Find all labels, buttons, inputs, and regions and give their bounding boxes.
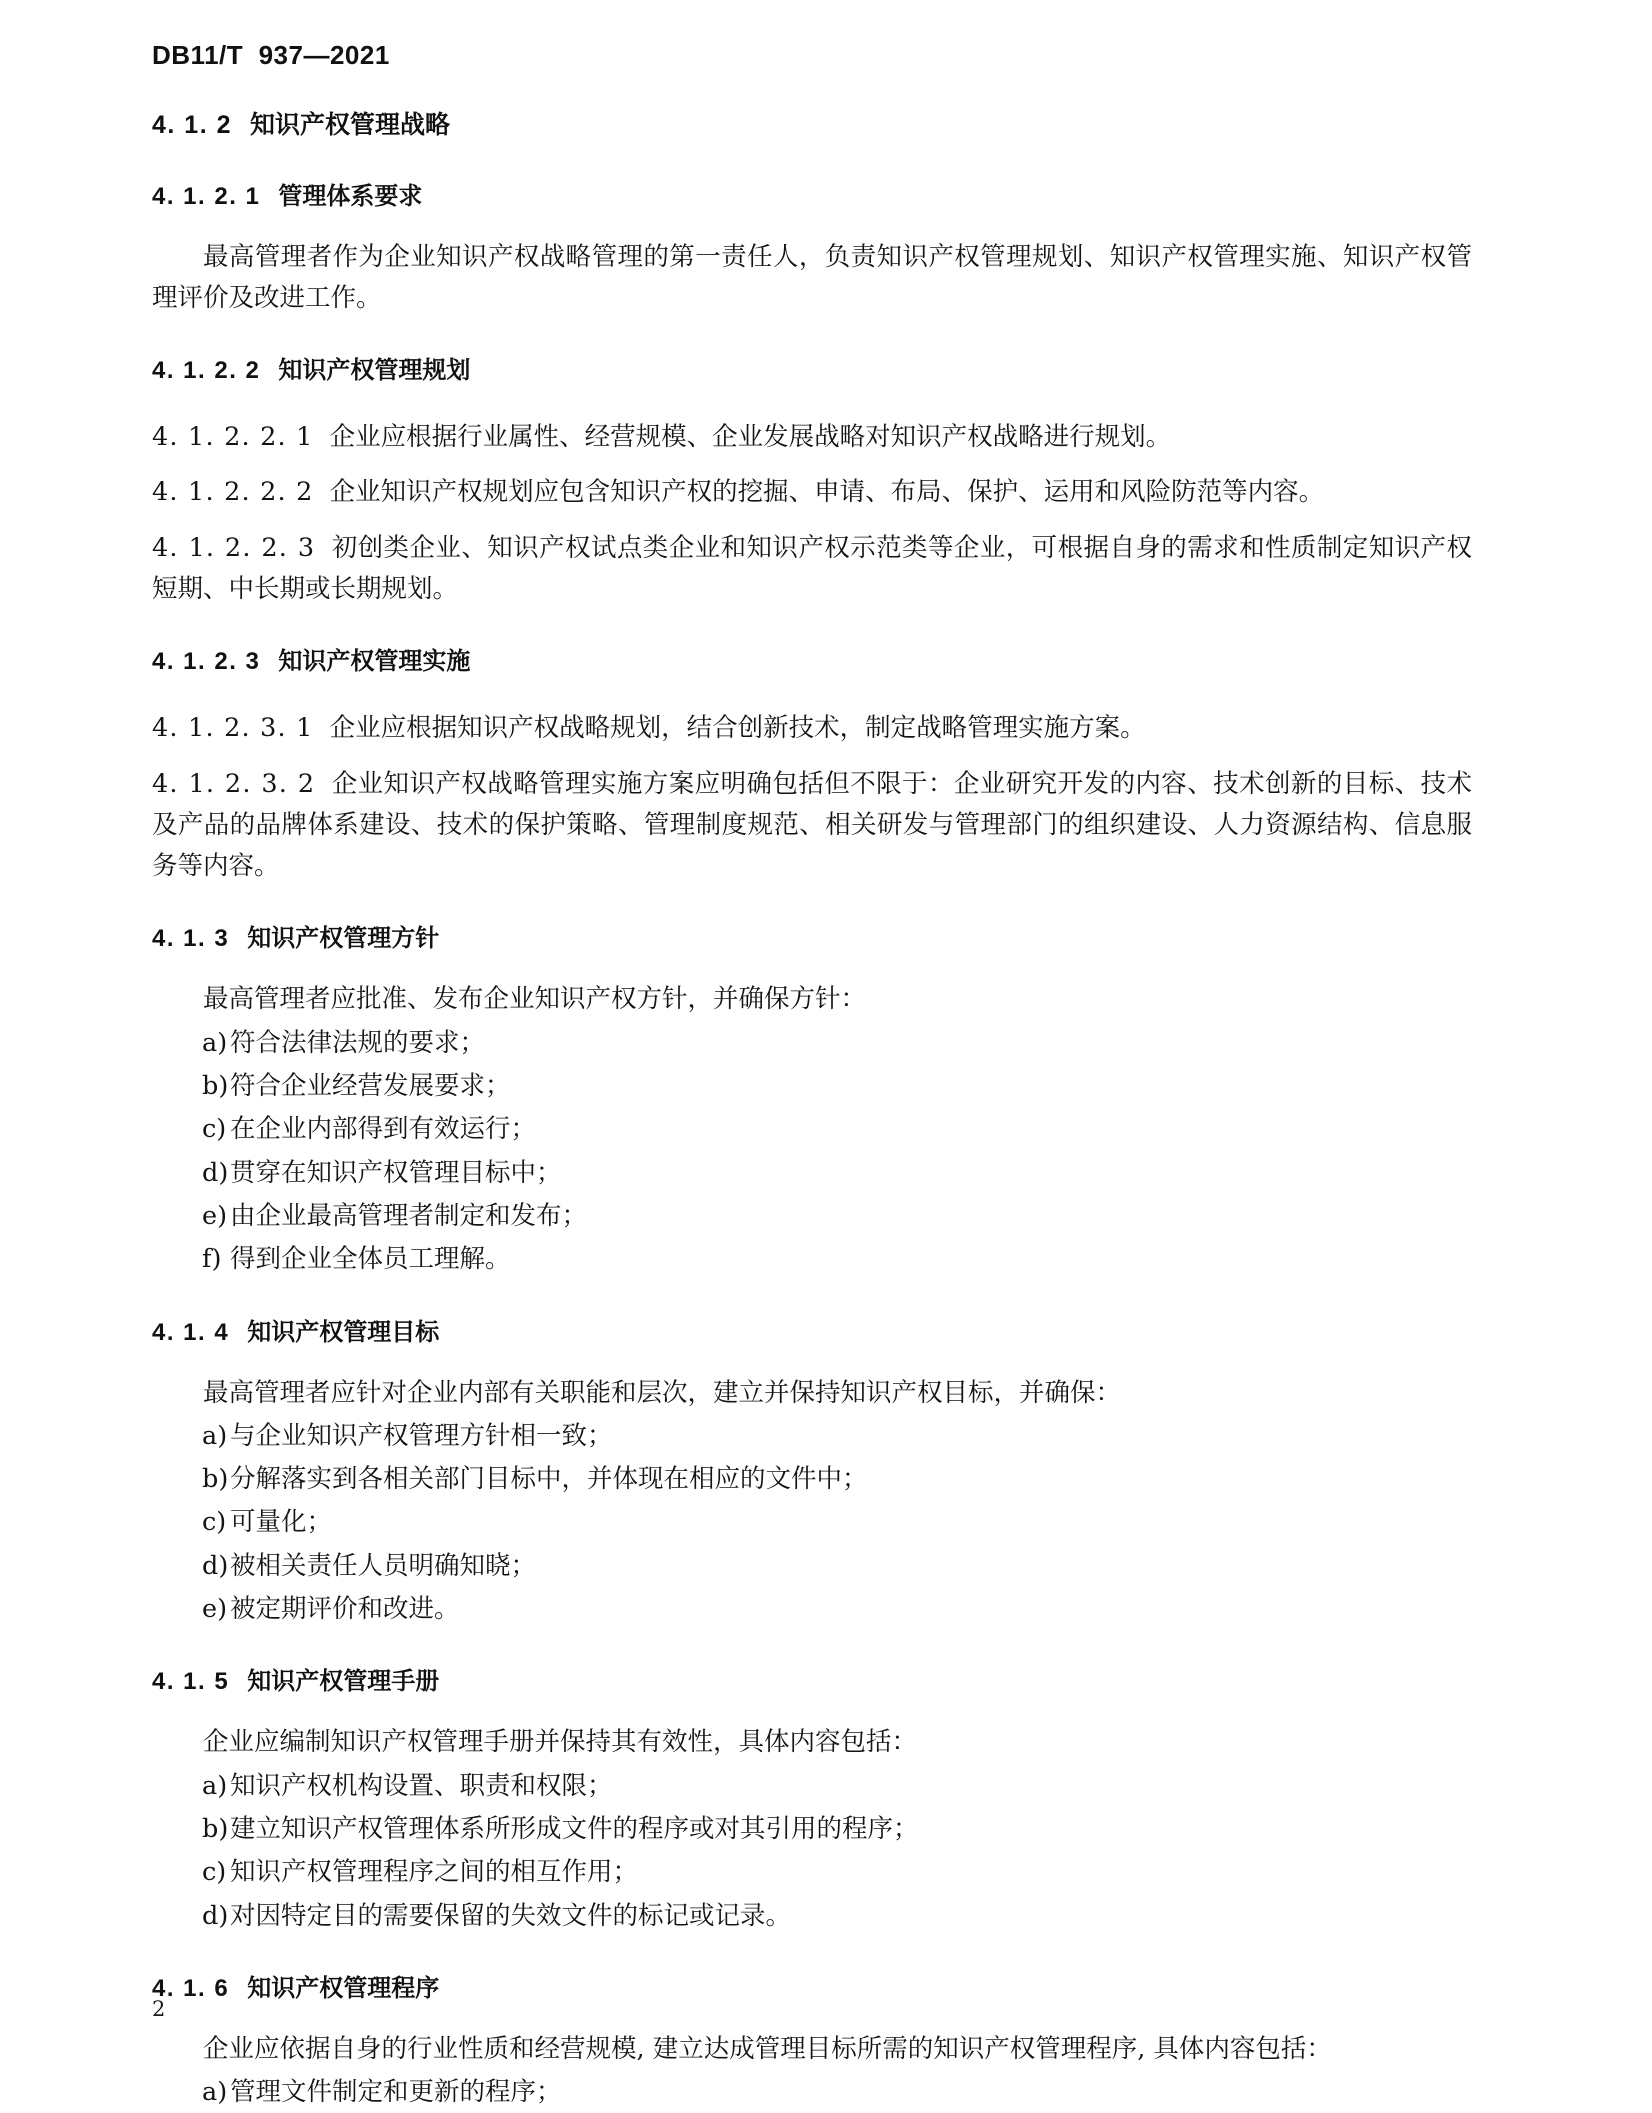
- heading-title: 知识产权管理目标: [247, 1318, 440, 1346]
- clause-4-1-2-3-2: [152, 764, 1472, 888]
- list-item: [152, 1023, 1472, 1064]
- running-header: DB11/T 937—2021: [152, 40, 390, 70]
- list-item-text: 符合法律法规的要求；: [230, 1027, 486, 1058]
- intro-4-1-6: 企业应依据自身的行业性质和经营规模, 建立达成管理目标所需的知识产权管理程序, 具体内容包括：: [203, 2033, 1332, 2064]
- intro-4-1-4: 最高管理者应针对企业内部有关职能和层次，建立并保持知识产权目标，并确保：: [203, 1377, 1122, 1408]
- list-item-text: 对因特定目的需要保留的失效文件的标记或记录。: [230, 1900, 792, 1931]
- list-4-1-6: [152, 2072, 1472, 2113]
- heading-4-1-5: [152, 1664, 1472, 1700]
- list-4-1-3: [152, 1023, 1472, 1281]
- list-marker: f): [202, 1244, 222, 1275]
- heading-title: 知识产权管理方针: [247, 925, 440, 953]
- heading-title: 知识产权管理程序: [247, 1974, 440, 2002]
- list-item: [152, 1109, 1472, 1150]
- list-item: [152, 2072, 1472, 2113]
- list-item: [152, 1809, 1472, 1850]
- list-marker: e): [202, 1594, 228, 1625]
- page-number: 2: [152, 1997, 166, 2021]
- list-marker: c): [202, 1507, 227, 1538]
- paragraph-4-1-2-1: 最高管理者作为企业知识产权战略管理的第一责任人，负责知识产权管理规划、知识产权管理实施、知识产权管理评价及改进工作。: [152, 241, 1472, 313]
- list-item: [152, 1589, 1472, 1630]
- clause-number: 4. 1. 2. 3. 1: [152, 713, 314, 744]
- heading-4-1-2-2: [152, 353, 1472, 389]
- list-item: [152, 1196, 1472, 1237]
- list-marker: d): [202, 1900, 229, 1931]
- page-content: [152, 0, 1472, 2113]
- clause-text: 企业应根据知识产权战略规划，结合创新技术，制定战略管理实施方案。: [329, 713, 1146, 744]
- list-item: [152, 1852, 1472, 1893]
- list-item-text: 得到企业全体员工理解。: [230, 1244, 511, 1275]
- list-item-text: 符合企业经营发展要求；: [230, 1071, 511, 1102]
- list-marker: c): [202, 1857, 227, 1888]
- list-item-text: 分解落实到各相关部门目标中，并体现在相应的文件中；: [230, 1464, 868, 1495]
- heading-4-1-4: [152, 1315, 1472, 1351]
- intro-4-1-3: 最高管理者应批准、发布企业知识产权方针，并确保方针：: [203, 984, 867, 1015]
- heading-title: 知识产权管理手册: [247, 1668, 440, 1696]
- heading-title: 知识产权管理战略: [250, 111, 451, 139]
- list-item-text: 在企业内部得到有效运行；: [230, 1114, 537, 1145]
- clause-4-1-2-2-1: [152, 417, 1472, 458]
- clause-text: 企业知识产权规划应包含知识产权的挖掘、申请、布局、保护、运用和风险防范等内容。: [329, 477, 1325, 508]
- clause-4-1-2-2-2: [152, 472, 1472, 513]
- list-item: [152, 1416, 1472, 1457]
- list-item-text: 由企业最高管理者制定和发布；: [230, 1200, 588, 1231]
- list-marker: d): [202, 1550, 229, 1581]
- heading-number: 4. 1. 2. 1: [152, 182, 261, 210]
- clause-4-1-2-3-1: [152, 708, 1472, 749]
- list-4-1-5: [152, 1766, 1472, 1937]
- list-item-text: 被定期评价和改进。: [230, 1594, 460, 1625]
- list-item: [152, 1896, 1472, 1937]
- list-marker: b): [202, 1464, 229, 1495]
- list-marker: a): [202, 1770, 228, 1801]
- list-item: [152, 1502, 1472, 1543]
- heading-4-1-3: [152, 921, 1472, 957]
- list-item: [152, 1546, 1472, 1587]
- list-item: [152, 1239, 1472, 1280]
- list-item-text: 建立知识产权管理体系所形成文件的程序或对其引用的程序；: [230, 1813, 919, 1844]
- list-marker: b): [202, 1813, 229, 1844]
- list-marker: a): [202, 1420, 228, 1451]
- list-marker: a): [202, 1027, 228, 1058]
- clause-number: 4. 1. 2. 2. 2: [152, 477, 314, 508]
- list-item-text: 知识产权机构设置、职责和权限；: [230, 1770, 613, 1801]
- list-marker: d): [202, 1157, 229, 1188]
- heading-number: 4. 1. 2: [152, 111, 232, 139]
- clause-number: 4. 1. 2. 2. 1: [152, 422, 314, 453]
- list-item: [152, 1153, 1472, 1194]
- heading-number: 4. 1. 4: [152, 1318, 230, 1346]
- list-marker: c): [202, 1114, 227, 1145]
- heading-4-1-2: [152, 107, 1472, 145]
- list-marker: e): [202, 1200, 228, 1231]
- heading-4-1-2-1: [152, 179, 1472, 215]
- heading-number: 4. 1. 2. 2: [152, 357, 261, 385]
- list-item: [152, 1066, 1472, 1107]
- list-item-text: 管理文件制定和更新的程序；: [230, 2077, 562, 2108]
- clause-number: 4. 1. 2. 3. 2: [152, 768, 316, 799]
- list-item-text: 被相关责任人员明确知晓；: [230, 1550, 537, 1581]
- clause-number: 4. 1. 2. 2. 3: [152, 532, 316, 563]
- list-item-text: 贯穿在知识产权管理目标中；: [230, 1157, 562, 1188]
- list-item-text: 与企业知识产权管理方针相一致；: [230, 1420, 613, 1451]
- clause-text: 初创类企业、知识产权试点类企业和知识产权示范类等企业，可根据自身的需求和性质制定知识产权短期、中长期或长期规划。: [152, 532, 1472, 604]
- heading-title: 管理体系要求: [278, 182, 423, 210]
- heading-number: 4. 1. 6: [152, 1974, 230, 2002]
- heading-title: 知识产权管理实施: [278, 648, 471, 676]
- list-item-text: 知识产权管理程序之间的相互作用；: [230, 1857, 639, 1888]
- clause-text: 企业应根据行业属性、经营规模、企业发展战略对知识产权战略进行规划。: [329, 422, 1172, 453]
- heading-number: 4. 1. 5: [152, 1668, 230, 1696]
- heading-4-1-2-3: [152, 644, 1472, 680]
- intro-4-1-5: 企业应编制知识产权管理手册并保持其有效性，具体内容包括：: [203, 1727, 918, 1758]
- list-item: [152, 1459, 1472, 1500]
- list-marker: a): [202, 2077, 228, 2108]
- list-marker: b): [202, 1071, 229, 1102]
- list-item-text: 可量化；: [230, 1507, 333, 1538]
- heading-4-1-6: [152, 1971, 1472, 2007]
- list-4-1-4: [152, 1416, 1472, 1630]
- heading-number: 4. 1. 3: [152, 925, 230, 953]
- heading-title: 知识产权管理规划: [278, 357, 471, 385]
- clause-text: 企业知识产权战略管理实施方案应明确包括但不限于：企业研究开发的内容、技术创新的目标、技术及产品的品牌体系建设、技术的保护策略、管理制度规范、相关研发与管理部门的组织建设、人力资源结构、信息服务等内容。: [152, 768, 1472, 882]
- clause-4-1-2-2-3: [152, 528, 1472, 611]
- list-item: [152, 1766, 1472, 1807]
- heading-number: 4. 1. 2. 3: [152, 648, 261, 676]
